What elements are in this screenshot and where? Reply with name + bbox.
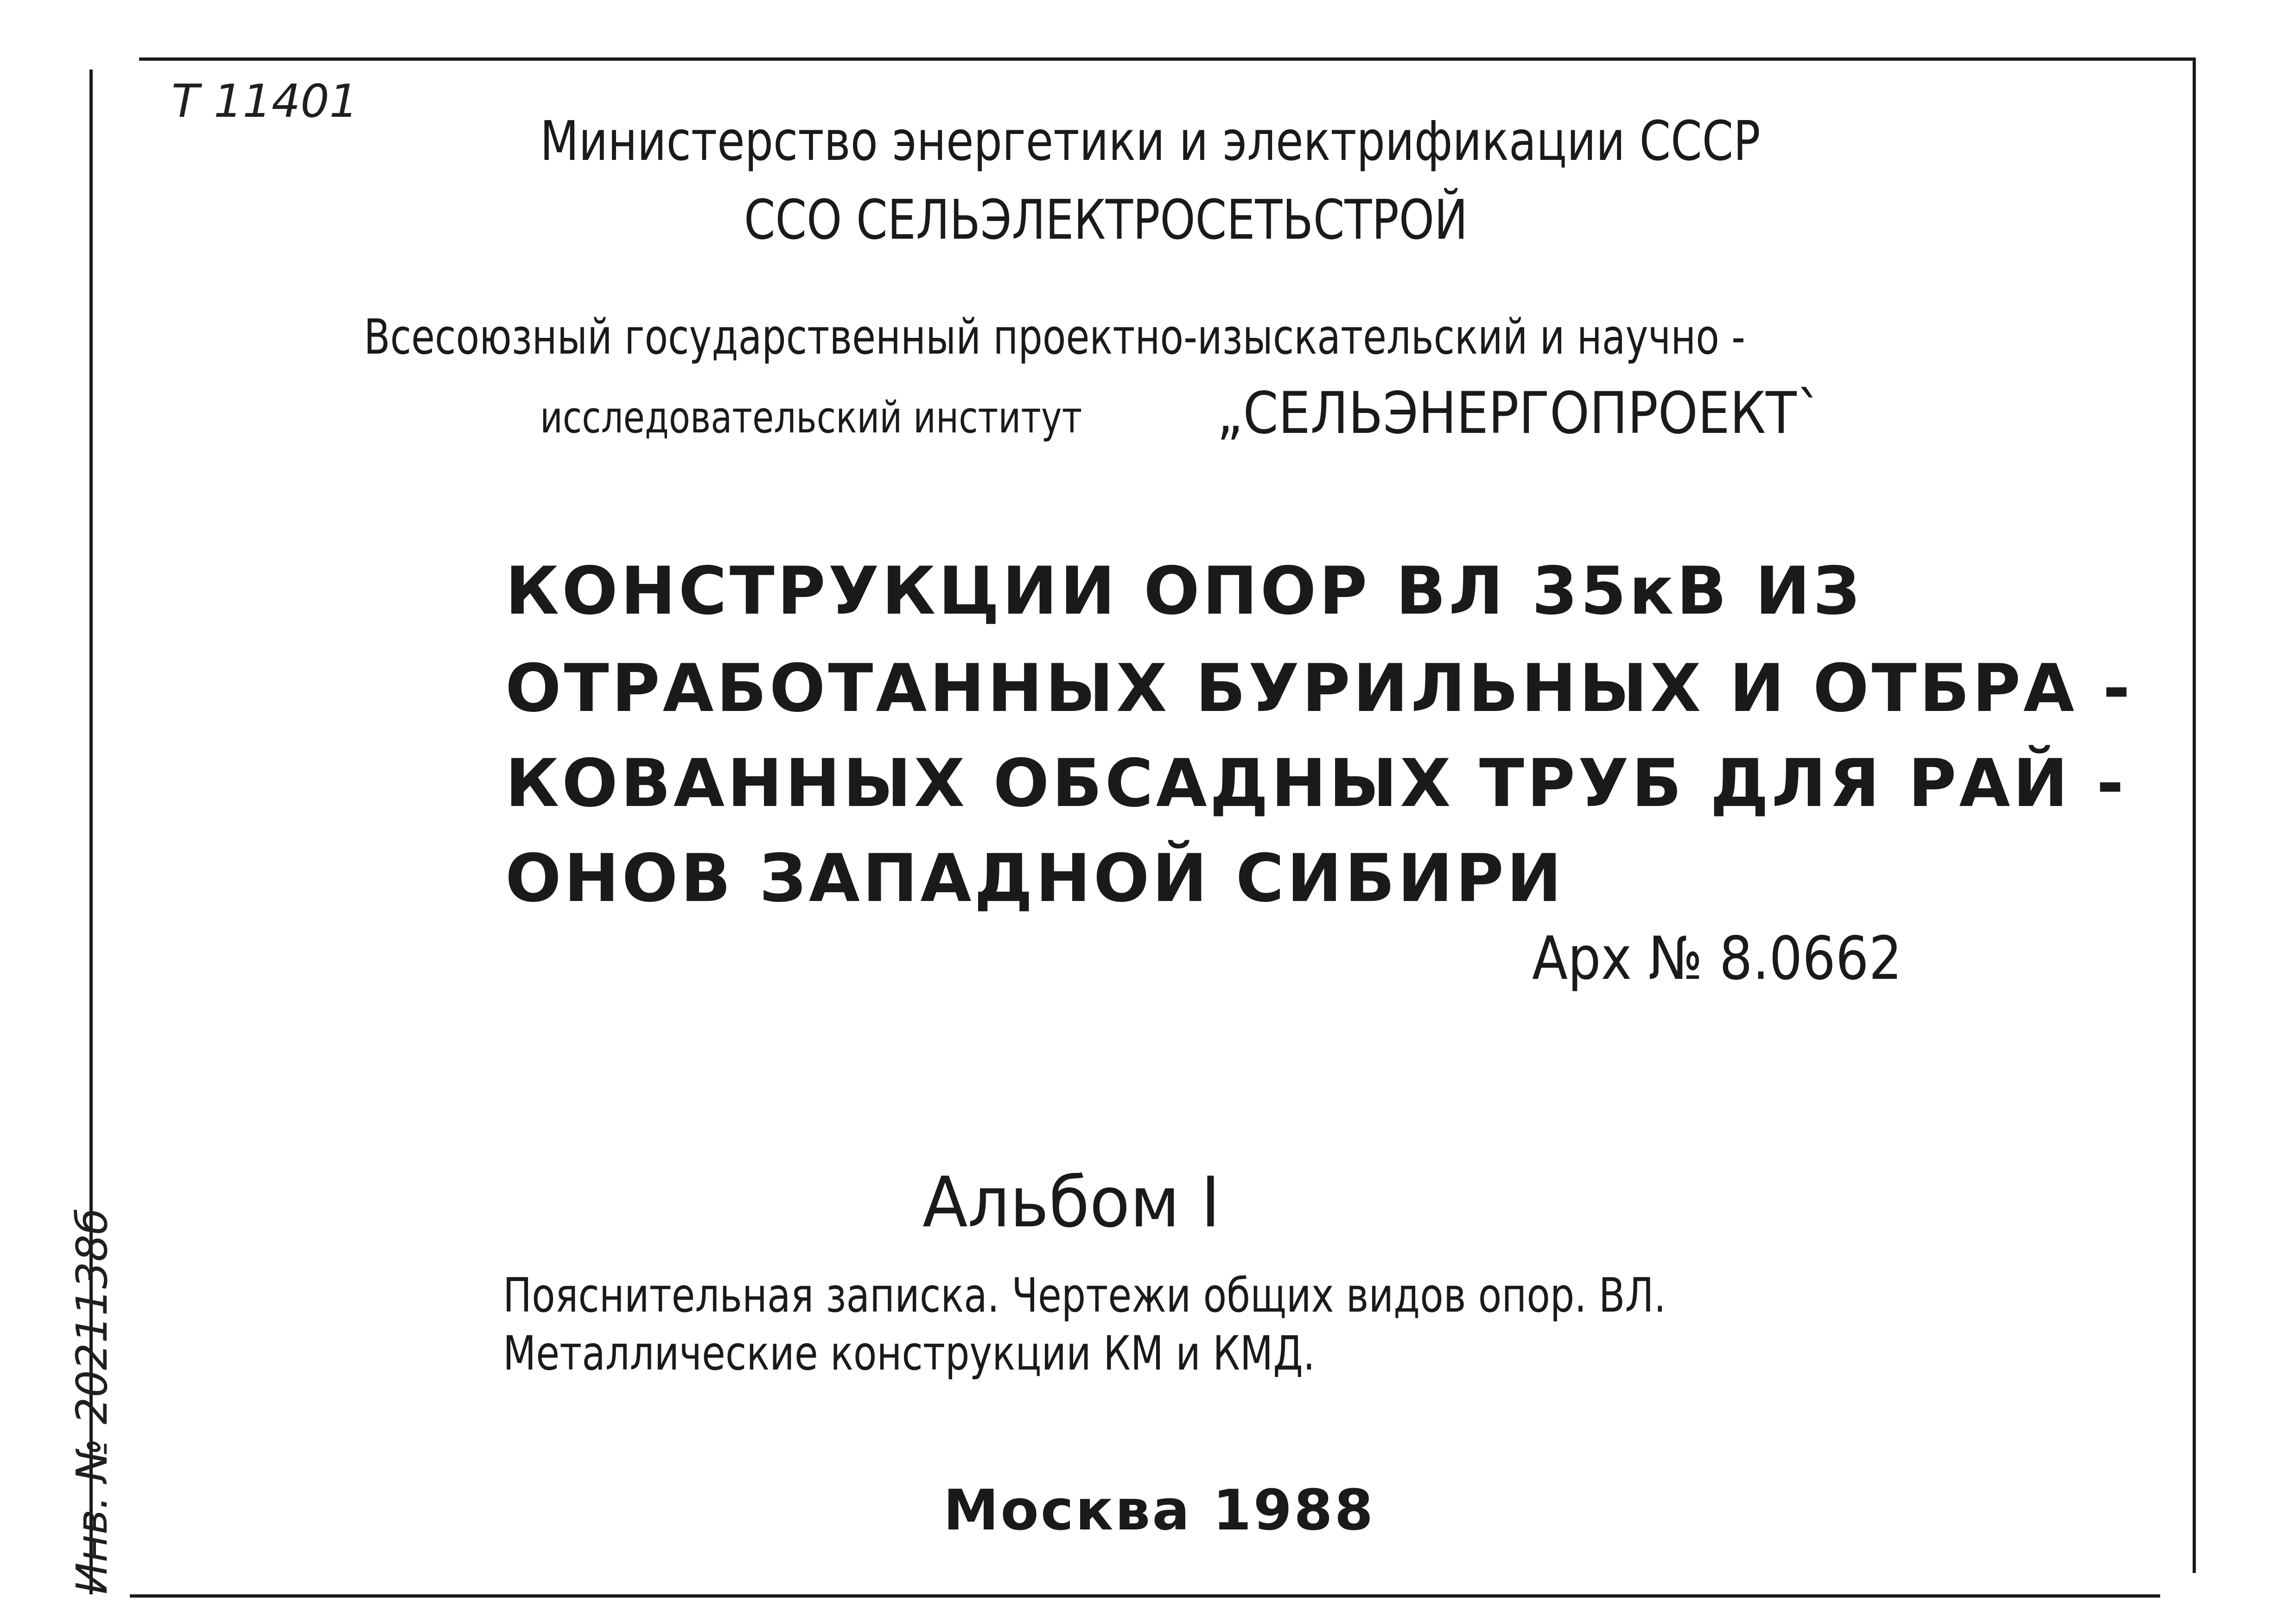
album-title: Альбом I <box>922 1162 1221 1243</box>
inventory-stamp: Инв. № 2021138б <box>67 1208 117 1594</box>
place-year: Москва 1988 <box>943 1478 1375 1543</box>
archive-number: Арх № 8.0662 <box>1532 924 1902 993</box>
document-code: Т 11401 <box>172 75 358 128</box>
title-line-4: ОНОВ ЗАПАДНОЙ СИБИРИ <box>505 840 1565 917</box>
ministry-line: Министерство энергетики и электрификации СССР <box>540 109 1761 173</box>
sso-line: ССО СЕЛЬЭЛЕКТРОСЕТЬСТРОЙ <box>744 188 1468 252</box>
frame-right-line <box>2193 57 2196 1573</box>
frame-top-line <box>139 57 2193 61</box>
title-line-3: КОВАННЫХ ОБСАДНЫХ ТРУБ ДЛЯ РАЙ - <box>505 745 2127 822</box>
institute-line-1: Всесоюзный государственный проектно-изыскательский и научно - <box>364 309 1745 365</box>
contents-line-1: Пояснительная записка. Чертежи общих видов опор. ВЛ. <box>503 1268 1666 1323</box>
institute-name: „СЕЛЬЭНЕРГОПРОЕКТ` <box>1217 380 1822 447</box>
title-line-1: КОНСТРУКЦИИ ОПОР ВЛ 35кВ ИЗ <box>505 553 1863 629</box>
frame-bottom-line <box>130 1594 2160 1598</box>
title-line-2: ОТРАБОТАННЫХ БУРИЛЬНЫХ И ОТБРА - <box>505 650 2133 727</box>
contents-line-2: Металлические конструкции КМ и КМД. <box>503 1326 1316 1381</box>
institute-line-2-prefix: исследовательский институт <box>540 393 1082 443</box>
